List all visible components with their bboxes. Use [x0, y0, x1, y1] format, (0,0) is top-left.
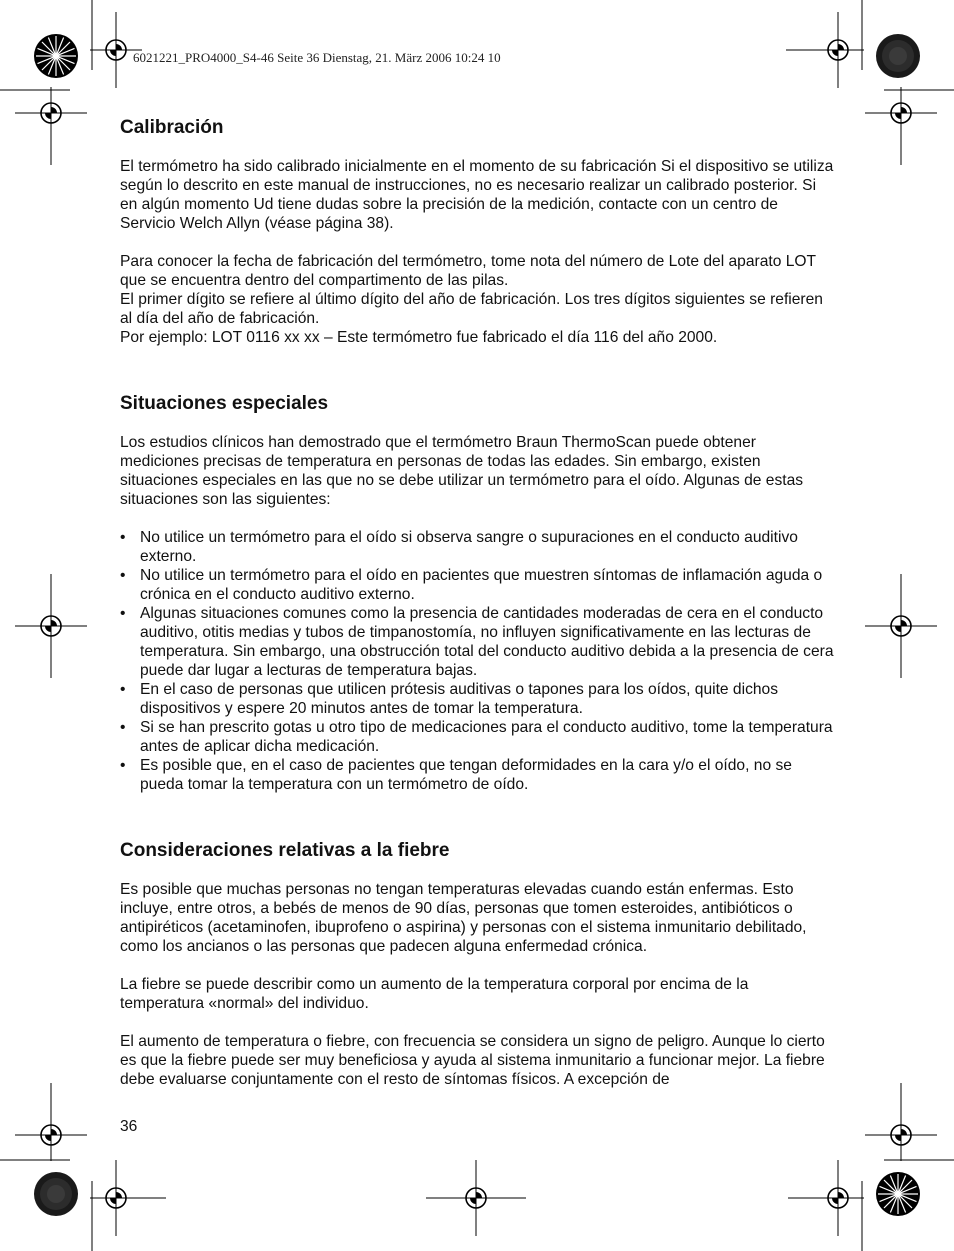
situaciones-bullet-list — [120, 528, 836, 794]
color-wheel-icon — [876, 1172, 920, 1216]
calibracion-paragraph-2-line-3: Por ejemplo: LOT 0116 xx xx – Este termómetro fue fabricado el día 116 del año 2000. — [120, 329, 718, 346]
section-heading-calibracion: Calibración — [120, 117, 224, 138]
page-number: 36 — [120, 1118, 138, 1135]
registration-mark-icon — [788, 1160, 864, 1236]
registration-mark-icon — [15, 87, 87, 165]
section-heading-situaciones: Situaciones especiales — [120, 393, 329, 414]
fiebre-paragraph-3: El aumento de temperatura o fiebre, con frecuencia se considera un signo de peligro. Aunque lo cierto es que la fiebre puede ser muy beneficiosa y ayuda al sistema inmunitario a funcionar mejor. La fiebre debe evaluarse conjuntamente con el resto de síntomas físicos. A excepción de — [120, 1033, 825, 1088]
list-item: • En el caso de personas que utilicen prótesis auditivas o tapones para los oídos, quite dichos dispositivos y espere 20 minutos antes de tomar la temperatura. — [120, 680, 836, 718]
registration-mark-icon — [865, 87, 937, 165]
calibracion-paragraph-1: El termómetro ha sido calibrado inicialmente en el momento de su fabricación Si el dispositivo se utiliza según lo descrito en este manual de instrucciones, no es necesario realizar un calibrado posterior. Si en algún momento Ud tiene dudas sobre la precisión de la medición, contacte con un centro de Servicio Welch Allyn (véase página 38). — [120, 158, 834, 232]
section-heading-fiebre: Consideraciones relativas a la fiebre — [120, 840, 450, 861]
color-wheel-icon — [34, 1172, 78, 1216]
fiebre-paragraph-1: Es posible que muchas personas no tengan temperaturas elevadas cuando están enfermas. Esto incluye, entre otros, a bebés de menos de 90 días, personas que tomen esteroides, antibióticos o antipiréticos (acetaminofen, ibuprofeno o aspirina) y personas con el sistema inmunitario debilitado, como los ancianos o las personas que padecen alguna enfermedad crónica. — [120, 881, 807, 955]
calibracion-paragraph-2-line-1: Para conocer la fecha de fabricación del termómetro, tome nota del número de Lote del aparato LOT que se encuentra dentro del compartimento de las pilas. — [120, 253, 816, 289]
list-item: • No utilice un termómetro para el oído en pacientes que muestren síntomas de inflamación aguda o crónica en el conducto auditivo externo. — [120, 566, 836, 604]
list-item: • Algunas situaciones comunes como la presencia de cantidades moderadas de cera en el conducto auditivo, otitis medias y tubos de timpanostomía, no influyen significativamente en las lecturas de temperatura. Sin embargo, una obstrucción total del conducto auditivo debida a la presencia de cera puede dar lugar a lecturas de temperatura bajas. — [120, 604, 836, 680]
color-wheel-icon — [876, 34, 920, 78]
registration-mark-icon — [786, 12, 864, 88]
list-item: • Es posible que, en el caso de pacientes que tengan deformidades en la cara y/o el oído, no se pueda tomar la temperatura con un termómetro de oído. — [120, 756, 836, 794]
registration-mark-icon — [15, 574, 87, 678]
calibracion-paragraph-2-line-2: El primer dígito se refiere al último dígito del año de fabricación. Los tres dígitos siguientes se refieren al día del año de fabricación. — [120, 291, 823, 327]
fiebre-paragraph-2: La fiebre se puede describir como un aumento de la temperatura corporal por encima de la temperatura «normal» del individuo. — [120, 976, 749, 1012]
list-item: • Si se han prescrito gotas u otro tipo de medicaciones para el conducto auditivo, tome la temperatura antes de aplicar dicha medicación. — [120, 718, 836, 756]
page-content — [120, 116, 836, 1089]
registration-mark-icon — [865, 574, 937, 678]
registration-mark-icon — [426, 1160, 526, 1236]
registration-mark-icon — [15, 1083, 87, 1161]
registration-mark-icon — [865, 1083, 937, 1161]
color-wheel-icon — [34, 34, 78, 78]
list-item: • No utilice un termómetro para el oído si observa sangre o supuraciones en el conducto auditivo externo. — [120, 528, 836, 566]
registration-mark-icon — [90, 1160, 166, 1236]
print-header: 6021221_PRO4000_S4-46 Seite 36 Dienstag, 21. März 2006 10:24 10 — [133, 50, 501, 65]
situaciones-intro: Los estudios clínicos han demostrado que el termómetro Braun ThermoScan puede obtener mediciones precisas de temperatura en personas de todas las edades. Sin embargo, existen situaciones especiales en las que no se debe utilizar un termómetro para el oído. Algunas de estas situaciones son las siguientes: — [120, 434, 804, 508]
